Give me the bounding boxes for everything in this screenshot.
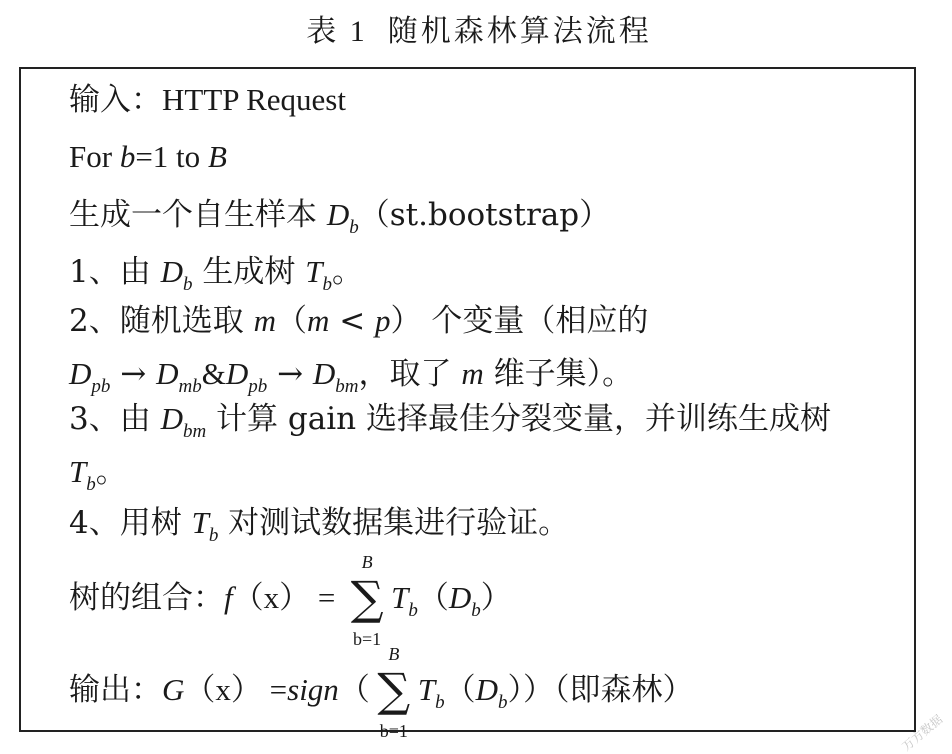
func-f: f	[224, 580, 233, 615]
step-3-t: T	[69, 454, 87, 489]
arrow-1: →	[110, 356, 157, 392]
step-2-suffix: 个变量（相应的	[421, 303, 649, 339]
sample-subscript: b	[349, 217, 359, 238]
output-equals: =	[261, 672, 288, 707]
step-2-open: （	[275, 303, 307, 339]
step-2-lt: <	[329, 303, 376, 339]
step-1-mid: 生成树	[192, 254, 306, 290]
input-line	[69, 80, 346, 120]
sum-t: T	[391, 580, 409, 615]
output-arg-open: （	[444, 672, 476, 708]
step-4-t: T	[191, 505, 209, 540]
sum-d: D	[448, 580, 472, 615]
bootstrap-note: （st.bootstrap）	[358, 197, 611, 233]
sum-t-sub: b	[408, 600, 418, 621]
table-number: 表 1	[306, 15, 368, 48]
step-3-d: D	[160, 401, 183, 436]
for-keyword: For	[69, 139, 120, 174]
input-label: 输入：	[69, 82, 162, 118]
output-d-sub: b	[497, 692, 508, 713]
step-1-d: D	[160, 254, 183, 289]
step-3-t-sub: b	[86, 474, 96, 495]
arrow-2: →	[267, 356, 313, 392]
sign-close: ）	[522, 672, 554, 708]
step-2-m: m	[253, 303, 276, 338]
algorithm-box	[19, 67, 916, 741]
step-4-text: 对测试数据集进行验证。	[218, 505, 570, 541]
combination-label: 树的组合：	[69, 580, 224, 616]
step-2-prefix: 2、随机选取	[69, 303, 254, 339]
sum-lower: b=1	[353, 629, 382, 649]
summation	[347, 552, 387, 649]
output-sum-upper: B	[388, 644, 400, 664]
output-t-sub: b	[435, 692, 445, 713]
sign-open: （	[338, 672, 370, 708]
bootstrap-line	[69, 195, 611, 238]
d-pb-1-sub: pb	[91, 376, 111, 397]
combination-line	[69, 552, 512, 649]
loop-range: =1 to	[135, 139, 208, 174]
output-arg-close: ）	[507, 672, 523, 708]
output-sum-lower: b=1	[379, 721, 408, 741]
func-g: G	[162, 672, 185, 707]
loop-var: b	[119, 139, 136, 174]
subset-m: m	[461, 356, 484, 391]
sum-open: （	[417, 580, 449, 616]
step-4-line	[69, 503, 570, 546]
output-d: D	[475, 672, 498, 707]
subset-text: ，取了	[358, 356, 462, 392]
equals: =	[310, 580, 344, 615]
func-arg: （x）	[232, 580, 311, 615]
sum-close: ）	[480, 580, 512, 616]
step-3-cont-line	[69, 452, 127, 495]
sigma-symbol: ∑	[350, 571, 384, 625]
for-line	[69, 137, 227, 177]
sum-upper: B	[361, 552, 373, 572]
forest-note: （即森林）	[553, 672, 694, 708]
step-2-cont-line	[69, 354, 634, 397]
subset-end: 维子集）。	[483, 356, 634, 392]
step-1-end: 。	[331, 254, 363, 290]
table-title: 随机森林算法流程	[387, 14, 652, 49]
ampersand: &	[201, 356, 226, 391]
d-pb-2: D	[225, 356, 249, 391]
d-pb-1: D	[69, 356, 92, 391]
step-1-line	[69, 252, 363, 295]
step-2-m2: m	[306, 303, 330, 338]
d-mb: D	[156, 356, 179, 391]
sign-func: sign	[287, 672, 339, 707]
output-summation	[374, 644, 414, 741]
step-2-line	[69, 301, 648, 341]
step-1-d-sub: b	[182, 274, 193, 295]
bootstrap-text: 生成一个自生样本	[69, 197, 327, 233]
d-pb-2-sub: pb	[248, 376, 268, 397]
table-caption	[0, 6, 952, 50]
output-label: 输出：	[69, 672, 162, 708]
step-1-prefix: 1、由	[69, 254, 161, 290]
output-t: T	[417, 672, 436, 707]
func-g-arg: （x）	[184, 672, 262, 707]
step-4-prefix: 4、用树	[69, 505, 192, 541]
step-3-end: 。	[95, 454, 127, 490]
d-bm: D	[312, 356, 336, 391]
sum-d-sub: b	[471, 600, 481, 621]
output-line	[69, 644, 694, 741]
output-sigma-symbol: ∑	[377, 663, 411, 717]
step-3-prefix: 3、由	[69, 401, 161, 437]
input-value: HTTP Request	[162, 82, 346, 117]
watermark: 万方数据	[899, 712, 946, 754]
step-3-d-sub: bm	[182, 421, 207, 442]
step-3-line	[69, 399, 831, 442]
step-2-p: p	[375, 303, 391, 338]
loop-bound: B	[207, 139, 227, 174]
sample-symbol: D	[326, 197, 350, 232]
step-2-close: ）	[390, 303, 422, 339]
d-mb-sub: mb	[178, 376, 202, 397]
step-3-text: 计算 gain 选择最佳分裂变量，并训练生成树	[206, 401, 831, 437]
step-1-t-sub: b	[322, 274, 332, 295]
d-bm-sub: bm	[335, 376, 359, 397]
step-1-t: T	[305, 254, 323, 289]
step-4-t-sub: b	[208, 525, 219, 546]
